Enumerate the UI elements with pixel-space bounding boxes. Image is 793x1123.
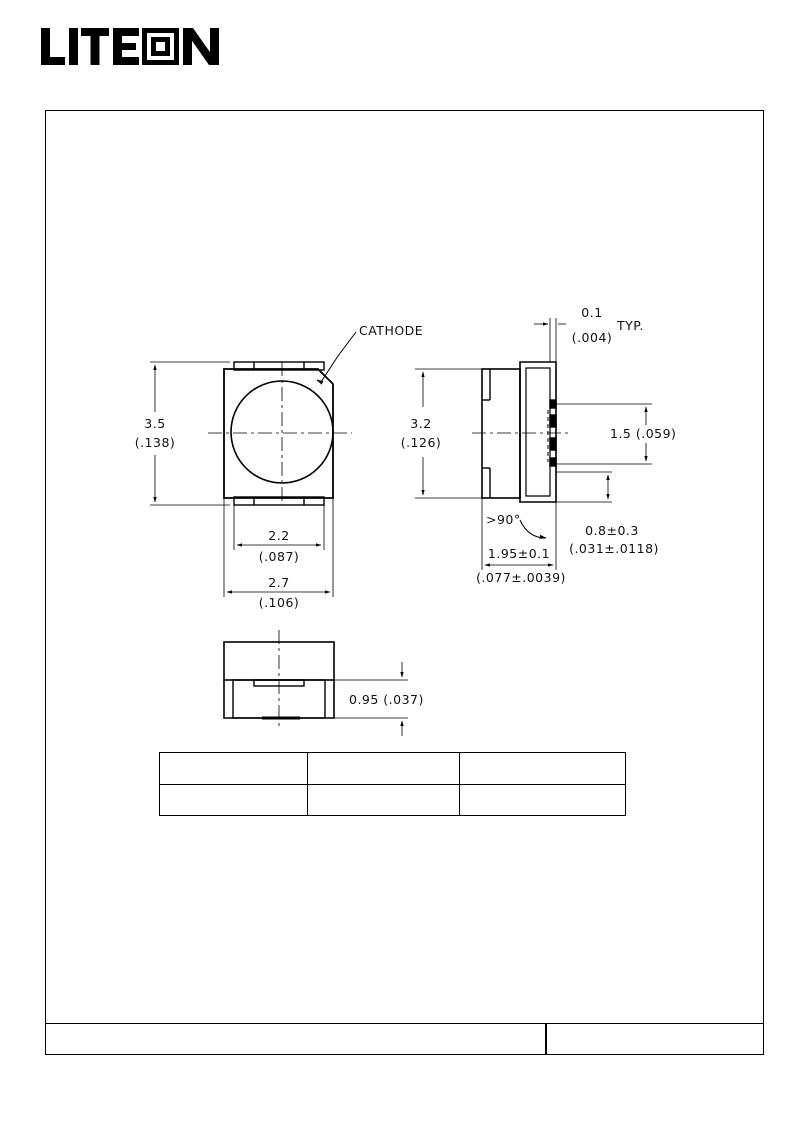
height-in: (.138) — [134, 435, 176, 450]
depth-mm: 1.95±0.1 — [487, 546, 551, 561]
typ-label: TYP. — [617, 318, 644, 333]
body-width-mm: 2.7 — [268, 575, 290, 590]
thickness-label: 0.95 (.037) — [349, 692, 424, 707]
lens-width-in: (.087) — [258, 549, 300, 564]
front-view — [150, 332, 356, 597]
table-cell — [460, 753, 626, 785]
pad-dimension: 1.5 (.059) — [610, 426, 677, 441]
title-block — [45, 1023, 764, 1055]
side-height-mm: 3.2 — [410, 416, 432, 431]
table-cell — [160, 753, 308, 785]
title-block-divider — [545, 1024, 547, 1055]
bend-in: (.031±.0118) — [569, 541, 659, 556]
table-row — [160, 753, 626, 785]
lens-width-mm: 2.2 — [268, 528, 290, 543]
side-height-in: (.126) — [400, 435, 442, 450]
cathode-label: CATHODE — [359, 323, 424, 338]
table-cell — [160, 784, 308, 816]
table-cell — [460, 784, 626, 816]
table-cell — [308, 784, 460, 816]
front-body — [224, 369, 333, 498]
height-mm: 3.5 — [144, 416, 166, 431]
depth-in: (.077±.0039) — [476, 570, 566, 585]
angle-label: >90° — [486, 512, 521, 527]
wall-in: (.004) — [571, 330, 613, 345]
bottom-view — [224, 630, 408, 736]
side-body — [482, 369, 520, 498]
body-width-in: (.106) — [258, 595, 300, 610]
table-row — [160, 784, 626, 816]
spec-table — [159, 752, 626, 816]
wall-mm: 0.1 — [581, 305, 603, 320]
bend-mm: 0.8±0.3 — [585, 523, 639, 538]
table-cell — [308, 753, 460, 785]
